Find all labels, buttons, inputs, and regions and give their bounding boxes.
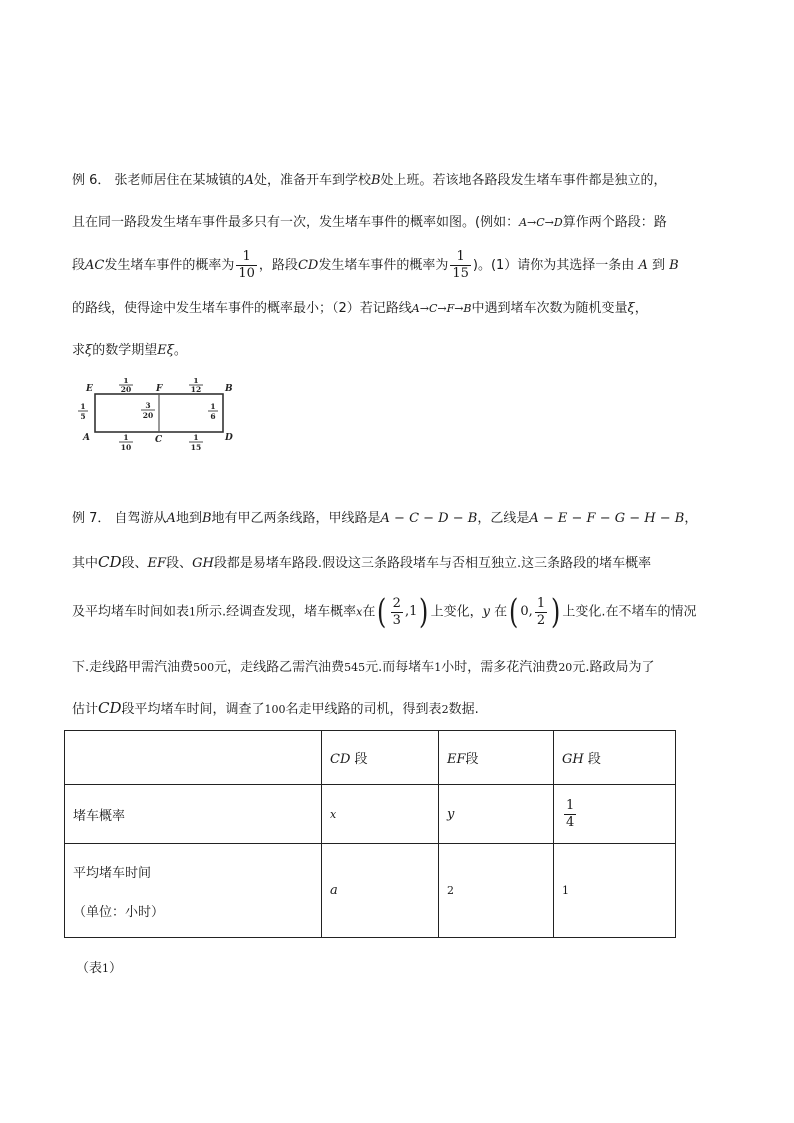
var-a: A — [244, 173, 254, 188]
prob-ef — [119, 378, 133, 394]
denominator: 6 — [210, 412, 216, 421]
fraction-1-10 — [236, 249, 257, 282]
var-cd: CD — [330, 752, 351, 767]
var-x: x — [356, 605, 363, 619]
interval-y: ( 0, $\frac{1}{2}$ ) — [509, 592, 561, 632]
row-label-line-1: 平均堵车时间 — [73, 865, 152, 881]
var-cd: CD — [98, 553, 122, 571]
text: 所示.经调查发现，堵车概率 — [196, 604, 357, 620]
label-e: E — [86, 384, 93, 394]
num: 20 — [558, 661, 573, 674]
var-y: y — [447, 806, 455, 822]
table-row — [65, 844, 676, 938]
cell-2 — [439, 844, 554, 938]
num: 100 — [264, 703, 286, 716]
prob-bd — [208, 402, 218, 421]
denominator: 4 — [566, 814, 575, 830]
text: 估计 — [72, 702, 99, 717]
prob-fb — [189, 378, 203, 394]
denominator: 12 — [190, 385, 202, 394]
text: 段 — [465, 752, 479, 767]
congestion-table — [64, 730, 676, 938]
numerator: 1 — [193, 378, 199, 385]
text: 上变化， — [430, 604, 483, 620]
cell-y — [439, 785, 554, 844]
fraction-1-4 — [564, 798, 576, 831]
text: 求 — [72, 343, 86, 358]
text: （表 — [76, 961, 103, 976]
cell-1 — [554, 844, 676, 938]
num: 1 — [189, 605, 197, 619]
num: 1 — [434, 661, 442, 674]
numerator: 1 — [193, 433, 199, 442]
label-d: D — [225, 433, 233, 443]
route-yi: A − E − F − G − H − B — [529, 511, 685, 526]
var-ef: EF — [447, 752, 466, 767]
text: )。(1）请你为其选择一条由 — [472, 258, 635, 273]
cell-a — [322, 844, 439, 938]
numerator: 1 — [536, 595, 546, 611]
fraction-1-2 — [535, 596, 547, 629]
ex6-line-2 — [72, 214, 667, 232]
text: 且在同一路段发生堵车事件最多只有一次，发生堵车事件的概率如图。(例如： — [72, 215, 520, 230]
text: ，路段 — [258, 258, 298, 273]
table-cell-empty — [65, 731, 322, 785]
text: 元.而每堵车 — [365, 660, 435, 675]
var-gh: GH — [192, 556, 214, 571]
ex7-line-5 — [72, 699, 479, 719]
ex6-line-3 — [72, 248, 679, 284]
prob-ac — [119, 433, 133, 452]
prob-cd — [189, 433, 203, 452]
var-b: B — [669, 258, 679, 273]
cell-x — [322, 785, 439, 844]
prob-ea — [78, 402, 88, 421]
text: ） — [109, 961, 123, 976]
numerator: 1 — [456, 249, 465, 264]
route-acd: A→C→D — [519, 216, 563, 229]
row-label-line-2: （单位：小时） — [73, 904, 165, 920]
numerator: 1 — [210, 402, 216, 411]
table-header-row — [65, 731, 676, 785]
denominator: 2 — [536, 612, 546, 628]
var-a: A — [638, 258, 648, 273]
numerator: 2 — [392, 595, 401, 611]
text: 中遇到堵车次数为随机变量 — [471, 301, 628, 316]
text: 发生堵车事件的概率为 — [104, 258, 235, 273]
interval-right: ,1 — [404, 604, 418, 619]
ex6-line-5 — [72, 342, 187, 360]
cell-quarter — [554, 785, 676, 844]
var-b: B — [201, 511, 212, 526]
table-caption — [76, 960, 122, 978]
prob-fc — [141, 401, 155, 420]
table-header-ef — [439, 731, 554, 785]
label-b: B — [225, 384, 233, 394]
text: 在 — [362, 604, 376, 620]
var-y: y — [482, 604, 490, 620]
denominator: 10 — [238, 266, 255, 281]
text: 算作两个路段：路 — [562, 215, 667, 230]
text: 段、 — [121, 556, 148, 571]
text: 段、 — [166, 556, 193, 571]
text: 上变化.在不堵车的情况 — [562, 604, 697, 620]
text: ， — [634, 301, 648, 316]
fraction-1-15 — [450, 249, 471, 282]
var-ef: EF — [147, 556, 167, 571]
text: 其中 — [72, 556, 99, 571]
text: 数据. — [448, 702, 479, 717]
interval-left: 0, — [520, 604, 533, 619]
text: ，乙线是 — [477, 511, 530, 526]
numerator: 3 — [145, 401, 151, 410]
route-jia: A − C − D − B — [380, 511, 478, 526]
text: 例 7． 自驾游从 — [72, 511, 167, 526]
label-c: C — [155, 435, 163, 445]
numerator: 1 — [123, 433, 129, 442]
numerator: 1 — [566, 797, 575, 813]
var-xi: ξ — [85, 343, 93, 358]
ex7-line-2 — [72, 553, 651, 573]
var-a: A — [166, 511, 176, 526]
var-gh: GH — [562, 752, 584, 767]
numerator: 1 — [123, 378, 129, 385]
ex6-line-1 — [72, 172, 667, 190]
label-a: A — [83, 433, 90, 443]
text: 及平均堵车时间如表 — [72, 604, 190, 620]
var-xi: ξ — [627, 301, 635, 316]
numerator: 1 — [80, 402, 86, 411]
ex6-line-4 — [72, 300, 648, 318]
num: 1 — [102, 962, 110, 975]
table-header-gh — [554, 731, 676, 785]
num: 545 — [344, 661, 366, 674]
text: 下.走线路甲需汽油费 — [72, 660, 194, 675]
text: 处上班。若该地各路段发生堵车事件都是独立的， — [380, 173, 667, 188]
row-label-avg-time — [65, 844, 322, 938]
num: 2 — [447, 884, 454, 897]
text: 例 6． 张老师居住在某城镇的 — [72, 173, 245, 188]
text: 地有甲乙两条线路，甲线路是 — [211, 511, 381, 526]
num: 2 — [441, 703, 449, 716]
var-cd: CD — [297, 258, 319, 273]
text: 小时，需多花汽油费 — [441, 660, 559, 675]
text: 段平均堵车时间，调查了 — [121, 702, 265, 717]
text: 。 — [173, 343, 187, 358]
var-cd: CD — [98, 699, 122, 717]
text: 名走甲线路的司机，得到表 — [285, 702, 442, 717]
route-acfb: A→C→F→B — [411, 302, 472, 315]
num: 1 — [562, 884, 569, 897]
text: 的路线，使得途中发生堵车事件的概率最小；（2）若记路线 — [72, 301, 412, 316]
numerator: 1 — [242, 249, 251, 264]
text: 到 — [651, 258, 665, 273]
label-f: F — [156, 384, 163, 394]
table-row — [65, 785, 676, 844]
text: 在 — [494, 604, 508, 620]
var-a: a — [330, 883, 338, 898]
table-header-cd — [322, 731, 439, 785]
var-ac: AC — [85, 258, 105, 273]
denominator: 5 — [80, 412, 86, 421]
denominator: 15 — [190, 443, 202, 452]
text: 的数学期望 — [92, 343, 158, 358]
denominator: 15 — [452, 266, 469, 281]
text: 元.路政局为了 — [572, 660, 655, 675]
row-label-probability: 堵车概率 — [65, 785, 322, 844]
ex7-line-4 — [72, 659, 654, 677]
denominator: 3 — [392, 612, 401, 628]
denominator: 20 — [120, 385, 132, 394]
text: 段 — [72, 258, 86, 273]
text: ， — [684, 511, 698, 526]
ex7-line-3 — [72, 592, 697, 633]
text: 元，走线路乙需汽油费 — [214, 660, 345, 675]
text: 段都是易堵车路段.假设这三条路段堵车与否相互独立.这三条路段的堵车概率 — [213, 556, 652, 571]
text: 地到 — [175, 511, 202, 526]
fraction-2-3 — [391, 596, 403, 629]
num: 500 — [193, 661, 215, 674]
text: 段 — [354, 752, 368, 767]
denominator: 20 — [142, 411, 154, 420]
road-diagram — [76, 378, 248, 452]
var-x: x — [330, 807, 337, 821]
var-exi: Eξ — [157, 343, 174, 358]
interval-x: ( $\frac{2}{3}$ ,1 ) — [377, 592, 429, 632]
text: 发生堵车事件的概率为 — [318, 258, 449, 273]
denominator: 10 — [120, 443, 132, 452]
text: 处，准备开车到学校 — [253, 173, 371, 188]
var-b: B — [370, 173, 381, 188]
text: 段 — [587, 752, 601, 767]
ex7-line-1 — [72, 510, 697, 528]
